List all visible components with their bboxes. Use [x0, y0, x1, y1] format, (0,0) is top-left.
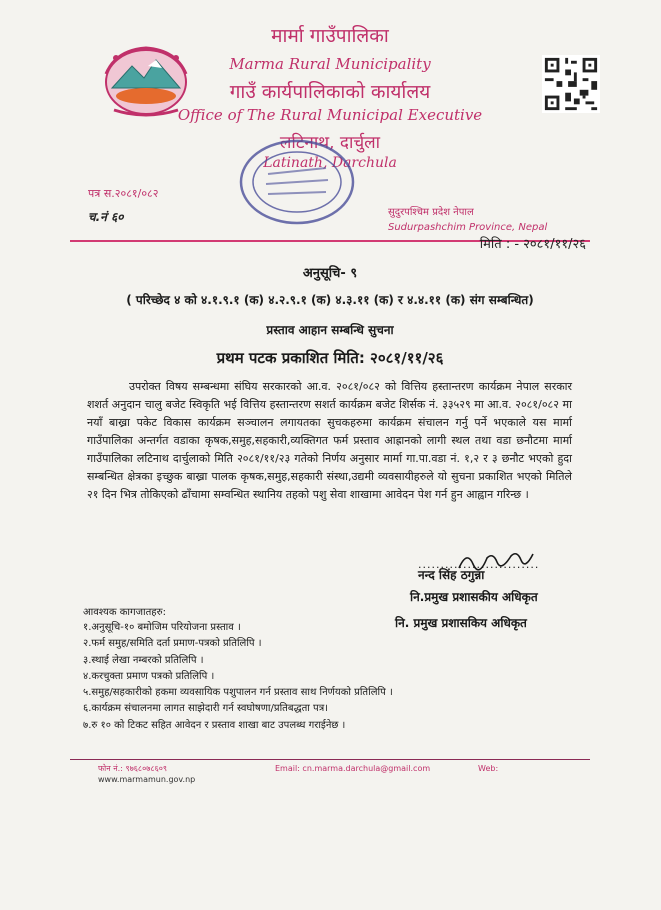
- location-np: लटिनाथ, दार्चुला: [279, 133, 381, 153]
- notice-body: [87, 378, 572, 504]
- annex-title: अनुसूचि- ९: [302, 266, 358, 281]
- letter-reference-no: पत्र स.२०८१/०८२: [88, 187, 159, 200]
- list-item: ४.करचुक्ता प्रमाण पत्रको प्रतिलिपि ।: [83, 670, 215, 682]
- notice-subject: प्रस्ताव आहान सम्बन्धि सुचना: [266, 323, 394, 337]
- list-item: २.फर्म समुह/समिति दर्ता प्रमाण-पत्रको प्रतिलिपि ।: [83, 638, 262, 650]
- list-item: ३.स्थाई लेखा नम्बरको प्रतिलिपि ।: [83, 654, 204, 666]
- requirements-heading: आवश्यक कागजातहरु:: [83, 607, 166, 618]
- office-name-en: Office of The Rural Municipal Executive: [177, 106, 483, 124]
- footer-web-label: Web:: [478, 764, 499, 773]
- signatory-title: नि. प्रमुख प्रशासकिय अधिकृत: [395, 616, 527, 630]
- qr-code-icon: [541, 55, 601, 113]
- footer-website[interactable]: www.marmamun.gov.np: [98, 775, 196, 784]
- municipality-name-en: Marma Rural Municipality: [229, 55, 431, 73]
- official-stamp-icon: [238, 138, 356, 226]
- dispatch-no: च.नं ६०: [88, 210, 124, 224]
- location-en: Latinath, Darchula: [263, 155, 397, 171]
- province-en: Sudurpashchim Province, Nepal: [388, 222, 548, 233]
- list-item: ५.समुह/सहकारीको हकमा व्यवसायिक पशुपालन गर्न प्रस्ताव साथ निर्णयको प्रतिलिपि ।: [83, 687, 393, 699]
- list-item: ६.कार्यक्रम संचालनमा लागत साझेदारी गर्न स्वघोषणा/प्रतिबद्धता पत्र।: [83, 703, 329, 715]
- province-np: सुदुरपश्चिम प्रदेश नेपाल: [388, 207, 474, 218]
- letter-date: मिति : - २०८१/११/२६: [479, 237, 586, 252]
- footer-email[interactable]: Email: cn.marma.darchula@gmail.com: [275, 764, 431, 773]
- list-item: १.अनुसूचि-१० बमोजिम परियोजना प्रस्ताव ।: [83, 622, 241, 633]
- clause-reference: ( परिच्छेद ४ को ४.१.९.१ (क) ४.२.९.१ (क) ४.३.११ (क) र ४.४.११ (क) संग सम्बन्धित): [126, 293, 534, 307]
- footer-divider: [70, 759, 590, 760]
- signatory-name: नन्द सिंह ठगुन्ना: [418, 568, 485, 582]
- requirements-list: [83, 620, 393, 734]
- municipality-name-np: मार्मा गाउँपालिका: [271, 25, 389, 47]
- signatory-designation: नि.प्रमुख प्रशासकीय अधिकृत: [410, 590, 538, 604]
- office-name-np: गाउँ कार्यपालिकाको कार्यालय: [229, 81, 431, 103]
- list-item: ७.रु १० को टिकट सहित आवेदन र प्रस्ताव शाखा बाट उपलब्ध गराईनेछ ।: [83, 719, 346, 731]
- signature-dots: ...........................: [418, 558, 540, 571]
- published-date-heading: प्रथम पटक प्रकाशित मिति: २०८१/११/२६: [216, 349, 444, 367]
- notice-body-text: उपरोक्त विषय सम्बन्धमा संघिय सरकारको आ.व. २०८१/०८२ को वित्तिय हस्तान्तरण कार्यक्रम नेपाल सरकार शशर्त अनुदान चालु बजेट स्विकृति भई वित्तिय हस्तान्तरण सशर्त कार्यक्रम बजेट शिर्सक नं. ३३५२९ मा आ.व. २०८१/०८२ मा नयाँ बाख्रा पकेट विकास कार्यक्रम सञ्चालन लगायतका सुचकहरुमा कार्यक्रम संचालन गर्नु पर्ने भएकाले यस मार्मा गाउँपालिका अन्तर्गत वडाका कृषक,समुह,सहकारी,व्यक्तिगत फर्म प्रस्ताव आह्रानको लागी स्थल तथा वडा छनौटमा मार्मा गाउँपालिका लटिनाथ दार्चुलाको मिति २०८१/११/२३ गतेको निर्णय अनुसार मार्मा गा.पा.वडा नं. १,२ र ३ छनौट भएको हुदा सम्बन्धित क्षेत्रका इच्छुक बाख्रा पालक कृषक,समुह,सहकारी संस्था,उद्यमी व्यवसायीहरुले यो सुचना प्रकाशित भएको मितिले २१ दिन भित्र तोकिएको ढाँचामा सम्वन्धित स्थानिय तहको पशु सेवा शाखामा आवेदन पेश गर्न हुन आह्वान गरिन्छ ।: [87, 380, 572, 501]
- footer-phone: फोन नं.: ९७६८०७८६०९: [98, 764, 168, 773]
